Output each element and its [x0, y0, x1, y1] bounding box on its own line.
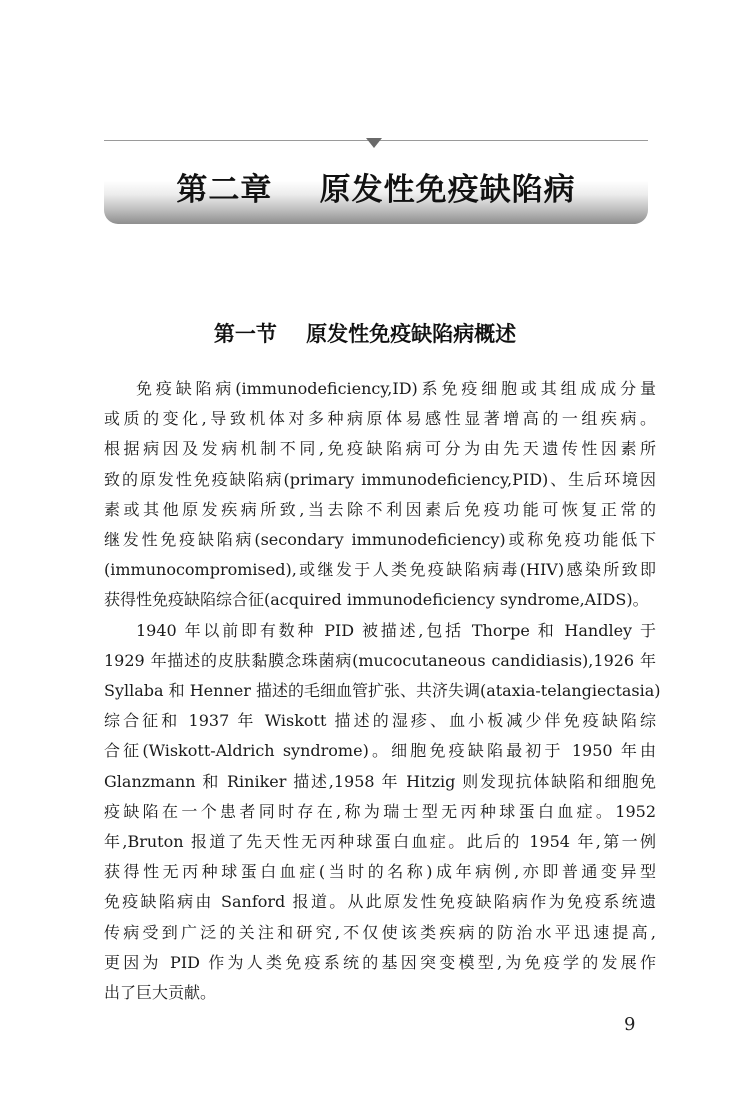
text-line: 根据病因及发病机制不同,免疫缺陷病可分为由先天遗传性因素所: [104, 439, 656, 459]
text-line: 免疫缺陷病由 Sanford 报道。从此原发性免疫缺陷病作为免疫系统遗: [104, 892, 656, 912]
text-line: 或质的变化,导致机体对多种病原体易感性显著增高的一组疾病。: [104, 409, 656, 429]
text-line: 免疫缺陷病(immunodeficiency,ID)系免疫细胞或其组成成分量: [136, 379, 656, 398]
text-line: (immunocompromised),或继发于人类免疫缺陷病毒(HIV)感染所致即: [104, 560, 656, 580]
section-title: 第一节 原发性免疫缺陷病概述: [213, 321, 517, 346]
text-line: 年,Bruton 报道了先天性无丙种球蛋白血症。此后的 1954 年,第一例: [104, 832, 656, 852]
text-line: 疫缺陷在一个患者同时存在,称为瑞士型无丙种球蛋白血症。1952: [104, 801, 656, 821]
page-number: 9: [624, 1014, 636, 1035]
chapter-header-notch-icon: [366, 138, 382, 148]
text-line: 综合征和 1937 年 Wiskott 描述的湿疹、血小板减少伴免疫缺陷综: [104, 711, 656, 731]
text-line: 素或其他原发疾病所致,当去除不利因素后免疫功能可恢复正常的: [104, 499, 656, 519]
text-line: 1929 年描述的皮肤黏膜念珠菌病(mucocutaneous candidiasis),1926 年: [104, 650, 656, 670]
text-line: Glanzmann 和 Riniker 描述,1958 年 Hitzig 则发现抗体缺陷和细胞免: [104, 771, 656, 791]
body-text: [104, 374, 661, 1008]
text-line: Syllaba 和 Henner 描述的毛细血管扩张、共济失调(ataxia-telangiectasia): [104, 681, 661, 701]
text-line: 更因为 PID 作为人类免疫系统的基因突变模型,为免疫学的发展作: [104, 952, 656, 972]
text-line: 致的原发性免疫缺陷病(primary immunodeficiency,PID)、生后环境因: [104, 469, 656, 489]
text-line: 出了巨大贡献。: [104, 983, 217, 1003]
text-line: 继发性免疫缺陷病(secondary immunodeficiency)或称免疫功能低下: [104, 530, 656, 550]
text-line: 合征(Wiskott-Aldrich syndrome)。细胞免疫缺陷最初于 1950 年由: [104, 741, 656, 761]
text-line: 获得性无丙种球蛋白血症(当时的名称)成年病例,亦即普通变异型: [104, 862, 656, 882]
text-line: 传病受到广泛的关注和研究,不仅使该类疾病的防治水平迅速提高,: [104, 922, 656, 942]
chapter-title: 第二章 原发性免疫缺陷病: [176, 172, 576, 208]
text-line: 1940 年以前即有数种 PID 被描述,包括 Thorpe 和 Handley 于: [136, 620, 656, 640]
text-line: 获得性免疫缺陷综合征(acquired immunodeficiency syndrome,AIDS)。: [104, 590, 649, 610]
